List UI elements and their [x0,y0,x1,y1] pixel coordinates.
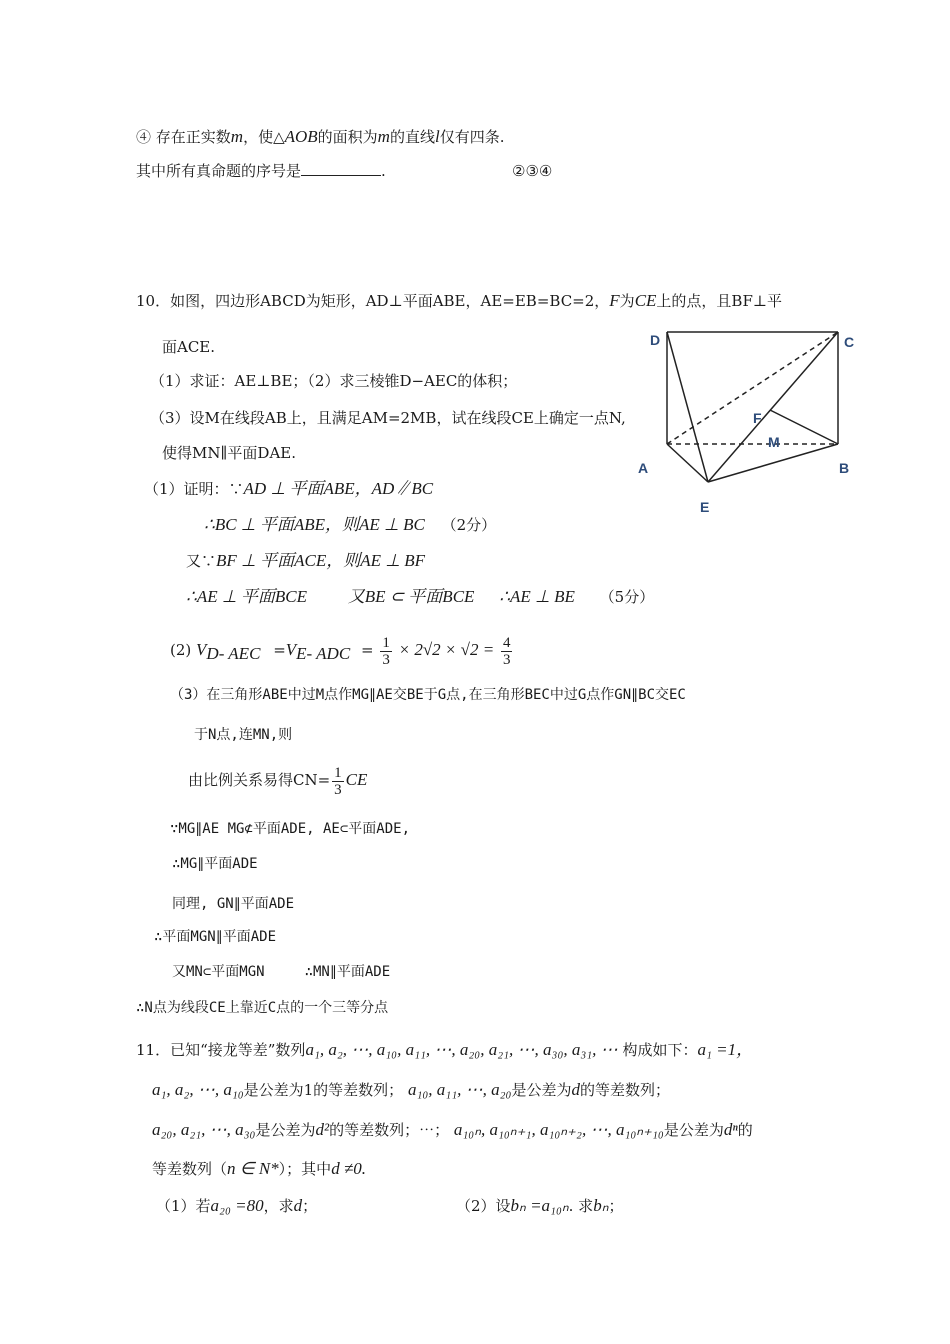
answer-blank [301,161,381,176]
sol3-line7: ∴平面MGN∥平面ADE [154,929,277,945]
text: 的 [737,1121,753,1139]
denominator: 3 [502,651,511,668]
math: × 2√2 × √2 = [398,640,495,659]
q10-parts-1-2: （1）求证：AE⊥BE；（2）求三棱锥D−AEC的体积； [150,372,518,390]
text: ∴MN∥平面ADE [304,964,391,980]
text: 是公差为1的等差数列； [243,1081,404,1099]
text: = [360,641,374,659]
numerator: 1 [382,634,390,651]
text: 的等差数列； [579,1081,670,1099]
math-sub: D- AEC [206,644,261,663]
math-sequence: a₁₀ₙ, a₁₀ₙ₊₁, a₁₀ₙ₊₂, ⋯, a₁₀ₙ₊₁₀ [453,1120,664,1139]
text: ④ 存在正实数 [136,128,231,146]
sol1-line3 [186,550,425,572]
sol3-conclusion: ∴N点为线段CE上靠近C点的一个三等分点 [136,1000,389,1016]
math-aob: AOB [284,127,318,146]
text: 的直线 [389,128,435,146]
label-f: F [753,410,762,426]
math: ∴AE ⊥ 平面BCE [186,587,308,606]
text: ； [608,1197,624,1215]
text: 其中所有真命题的序号是 [136,162,302,180]
edge-ae [667,444,708,482]
edge-de [667,332,708,482]
sol3-line5: ∴MG∥平面ADE [172,856,258,872]
math-l: l [434,127,440,146]
math: AE ⊥ BC [359,515,425,534]
sol3-line4: ∵MG∥AE MG⊄平面ADE, AE⊂平面ADE, [170,821,411,837]
geometry-figure [630,320,870,520]
fraction [501,635,513,668]
text: 的面积为 [317,128,378,146]
score-note: （2分） [441,516,497,534]
q9-answer: ②③④ [512,162,553,180]
math: V [285,640,297,659]
text: (2) [170,641,192,659]
text: 为 [619,292,635,310]
math: a₂₀ =80 [210,1196,264,1215]
denominator: 3 [334,781,342,798]
math-sequence: a₁, a₂, ⋯, a₁₀, a₁₁, ⋯, a₂₀, a₂₁, ⋯, a₃₀, a₃₁, ⋯ [305,1040,618,1059]
fraction [380,635,392,668]
numerator: 4 [502,634,511,651]
label-c: C [844,334,855,350]
text: 是公差为 [255,1121,316,1139]
text: （1）证明：∵ [144,480,244,498]
denominator: 3 [382,651,390,668]
q11-line2 [152,1079,670,1101]
text: （1）若 [156,1197,211,1215]
math: d² [315,1120,330,1139]
text: 由比例关系易得CN= [188,771,331,789]
q11-part2 [456,1195,623,1217]
math: V [196,640,207,659]
q10-part-3-cont: 使得MN∥平面DAE. [162,444,296,462]
text: 11．已知“接龙等差”数列 [136,1041,306,1059]
text: 是公差为 [663,1121,724,1139]
math: ∴BC ⊥ 平面ABE，则 [204,515,360,534]
math: BF ⊥ 平面ACE，则 [216,551,361,570]
text: = [273,641,286,659]
text: 仅有四条. [439,128,505,146]
numerator: 1 [334,764,342,781]
text: ； [302,1197,318,1215]
text: 的等差数列；⋯； [329,1121,450,1139]
math: 又BE ⊂ 平面BCE [347,587,475,606]
text: 上的点，且BF⊥平 [656,292,782,310]
sol3-line2: 于N点,连MN,则 [194,727,293,743]
text: 10．如图，四边形ABCD为矩形，AD⊥平面ABE，AE=EB=BC=2， [136,292,610,310]
sol1-line1 [144,478,433,500]
fraction [332,765,344,798]
math: n ∈ N* [227,1159,279,1178]
q10-stem [136,290,782,312]
math: a₁ =1， [697,1040,754,1059]
edge-fb [770,410,838,444]
edge-ec [708,332,838,482]
q11-part1 [156,1195,317,1217]
math: d [571,1080,580,1099]
sol1-line4 [186,586,654,608]
sol3-line1: （3）在三角形ABE中过M点作MG∥AE交BE于G点,在三角形BEC中过G点作GN∥BC交EC [170,687,686,703]
math: AE ⊥ BF [360,551,426,570]
edge-ac-hidden [667,332,838,444]
math-sub: E- ADC [296,644,351,663]
sol3-line6: 同理, GN∥平面ADE [172,896,295,912]
text: ，求 [263,1197,294,1215]
q10-stem-cont: 面ACE. [162,338,216,356]
math-m: m [377,127,390,146]
math: d ≠0. [331,1159,367,1178]
label-a: A [638,460,649,476]
label-e: E [700,499,710,515]
sol3-line3 [188,760,367,800]
sol3-line8 [172,961,390,983]
q9-prompt [136,160,386,182]
text: 是公差为 [511,1081,572,1099]
label-m: M [768,434,780,450]
math-ce: CE [634,291,657,310]
math: dⁿ [723,1120,738,1139]
math-f: F [609,291,620,310]
score-note: （5分） [599,588,655,606]
label-d: D [650,332,661,348]
text: （2）设 [456,1197,511,1215]
math: bₙ [593,1196,609,1215]
text: . 求 [568,1197,594,1215]
text: 构成如下： [622,1041,698,1059]
math: CE [345,770,368,789]
text: ）；其中 [278,1160,332,1178]
q11-line4 [152,1158,366,1180]
sol1-line2 [204,514,496,536]
math-sequence: a₁, a₂, ⋯, a₁₀ [152,1080,244,1099]
q11-line1 [136,1039,753,1061]
math-m: m [230,127,244,146]
math-sequence: a₂₀, a₂₁, ⋯, a₃₀ [152,1120,256,1139]
math-sequence: a₁₀, a₁₁, ⋯, a₂₀ [407,1080,512,1099]
math: ∴AE ⊥ BE [499,587,575,606]
math: AD ⊥ 平面ABE，AD∥BC [243,479,434,498]
math: bₙ =a₁₀ₙ [510,1196,569,1215]
text: 等差数列（ [152,1160,228,1178]
math: d [293,1196,303,1215]
text: . [381,162,386,180]
label-b: B [839,460,850,476]
q10-part-3: （3）设M在线段AB上，且满足AM=2MB，试在线段CE上确定一点N, [150,409,626,427]
sol2 [170,630,514,674]
q9-item4 [136,126,504,148]
text: ，使△ [243,128,285,146]
text: 又∵ [186,552,217,570]
text: 又MN⊂平面MGN [172,964,265,980]
q11-line3 [152,1119,753,1141]
